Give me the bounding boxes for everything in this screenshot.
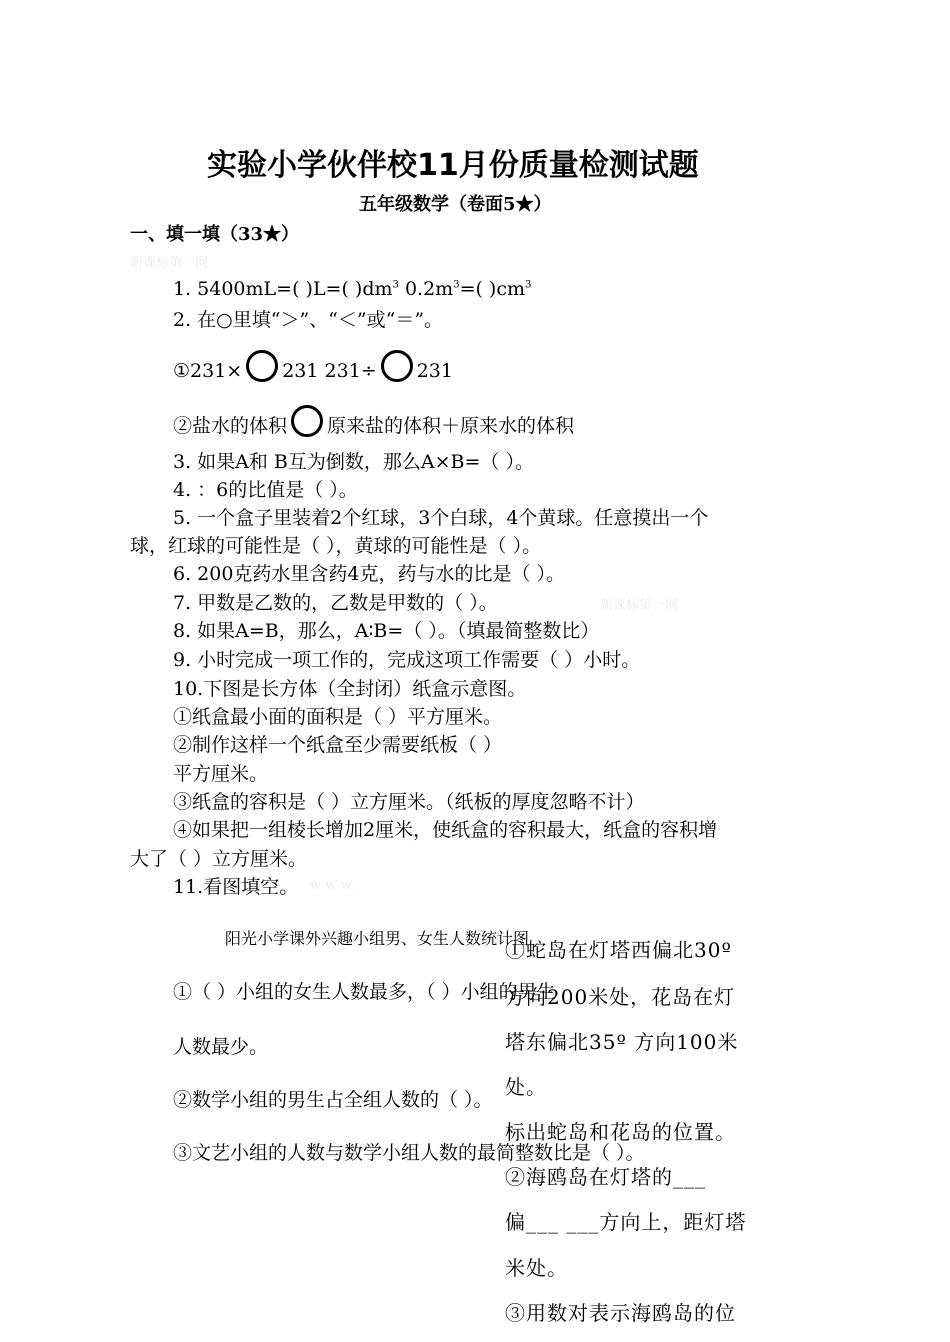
question-1: 1. 5400mL=( )L=( )$dm^3$ $0.2m^3=$( )$cm^3$ [173, 278, 532, 300]
map-question-line-1: ①蛇岛在灯塔西偏北30º [505, 938, 732, 962]
question-8: 8. 如果A=B，那么，A∶B=（ ）。（填最简整数比） [173, 620, 600, 642]
circle-blank[interactable] [381, 350, 413, 382]
question-7: 7. 甲数是乙数的，乙数是甲数的（ ）。 [173, 592, 498, 614]
question-3: 3. 如果A和 B互为倒数，那么A×B=（ ）。 [173, 451, 534, 473]
question-2: 2. 在○里填“＞”、“＜”或“＝”。 [173, 309, 444, 331]
question-9: 9. 小时完成一项工作的，完成这项工作需要（ ）小时。 [173, 649, 641, 671]
question-5-line-2: 球，红球的可能性是（ ），黄球的可能性是（ ）。 [130, 535, 542, 557]
question-10-intro: 10.下图是长方体（全封闭）纸盒示意图。 [173, 678, 527, 700]
map-question-line-6: ②海鸥岛在灯塔的___ [505, 1165, 706, 1189]
map-question-line-9: ③用数对表示海鸥岛的位 [505, 1301, 736, 1325]
page-title: 实验小学伙伴校11月份质量检测试题 [207, 148, 699, 183]
page-subtitle: 五年级数学（卷面5★） [359, 194, 552, 215]
map-question-line-2: 方向200米处，花岛在灯 [505, 985, 736, 1009]
map-question-line-5: 标出蛇岛和花岛的位置。 [505, 1120, 736, 1144]
circle-blank[interactable] [246, 350, 278, 382]
question-6: 6. 200克药水里含药4克，药与水的比是（ ）。 [173, 563, 566, 585]
question-11-b: ②数学小组的男生占全组人数的（ ）。 [173, 1089, 493, 1111]
map-question-line-4: 处。 [505, 1075, 547, 1099]
question-11-a-line-1: ①（ ）小组的女生人数最多，（ ）小组的男生 [173, 981, 556, 1003]
question-10-b-line-1: ②制作这样一个纸盒至少需要纸板（ ） [173, 734, 503, 756]
question-11-intro: 11.看图填空。 [173, 876, 299, 898]
watermark: w w w. [310, 878, 355, 893]
question-10-c: ③纸盒的容积是（ ）立方厘米。（纸板的厚度忽略不计） [173, 791, 645, 813]
map-question-line-3: 塔东偏北35º 方向100米 [505, 1030, 739, 1054]
watermark: 新课标第一网 [130, 256, 209, 271]
question-11-c: ③文艺小组的人数与数学小组人数的最简整数比是（ ）。 [173, 1142, 645, 1164]
question-5-line-1: 5. 一个盒子里装着2个红球，3个白球，4个黄球。任意摸出一个 [173, 507, 709, 529]
map-question-line-7: 偏___ ___方向上，距灯塔 [505, 1210, 747, 1234]
question-4: 4. ：6的比值是（ ）。 [173, 479, 358, 501]
watermark: 新课标第一网 [600, 598, 679, 613]
question-2-part-1: ①231× 231 231÷ 231 [173, 350, 453, 382]
circle-blank[interactable] [291, 405, 323, 437]
question-10-d-line-2: 大了（ ）立方厘米。 [130, 848, 308, 870]
question-11-a-line-2: 人数最少。 [173, 1036, 269, 1058]
chart-title: 阳光小学课外兴趣小组男、女生人数统计图 [225, 929, 530, 948]
map-question-line-8: 米处。 [505, 1256, 568, 1280]
question-10-b-line-2: 平方厘米。 [173, 763, 269, 785]
section-heading: 一、填一填（33★） [130, 224, 300, 245]
question-10-a: ①纸盒最小面的面积是（ ）平方厘米。 [173, 706, 503, 728]
question-2-part-2: ②盐水的体积 原来盐的体积＋原来水的体积 [173, 405, 574, 438]
question-10-d-line-1: ④如果把一组棱长增加2厘米，使纸盒的容积最大，纸盒的容积增 [173, 819, 718, 841]
